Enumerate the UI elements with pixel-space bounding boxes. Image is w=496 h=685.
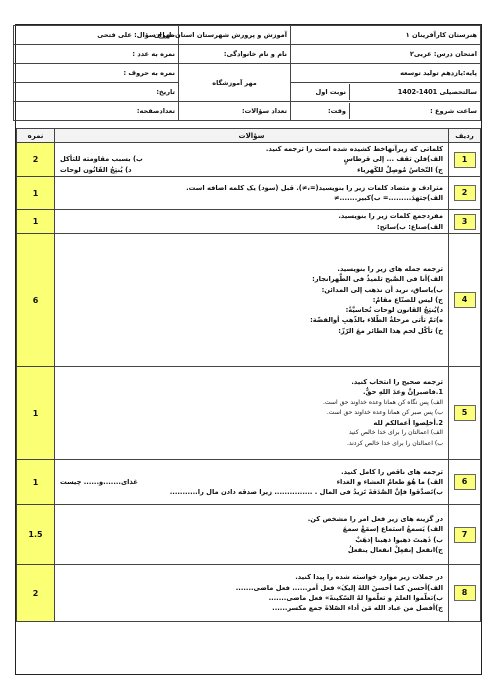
question-text <box>55 505 449 565</box>
question-line: 2.أخلِصوا أعمالکم لله <box>373 419 443 428</box>
questions-table <box>16 128 481 622</box>
question-line: 1.فاصبرإنَّ وعدَ اللهِ حقٌّ. <box>363 388 443 397</box>
question-options <box>60 165 443 175</box>
question-number: 6 <box>454 474 476 490</box>
question-row <box>17 234 481 367</box>
exam-sheet <box>15 24 482 675</box>
question-row <box>17 177 481 210</box>
question-options <box>60 154 443 164</box>
question-number: 2 <box>454 185 476 201</box>
question-text <box>55 367 449 460</box>
question-number: 1 <box>454 152 476 168</box>
question-line: ب) ذَهبتَ ذهبوا ذهبنا إذهَبْ <box>355 535 443 544</box>
question-row <box>17 505 481 565</box>
page-count-label: تعدادصفحه: <box>14 102 179 121</box>
designer-name: طراح سؤال: علی فتحی <box>14 26 179 45</box>
option-text: د) يُنتِجُ القَانُون لوحات <box>60 165 132 174</box>
questions-column-header: سؤالات <box>55 129 449 143</box>
question-score: 1.5 <box>17 505 55 565</box>
question-row <box>17 143 481 177</box>
option-text: الف) ما هُوَ طعامُ العشاء و الغداء <box>336 477 443 486</box>
student-name-label: نام و نام خانوادگی: <box>179 45 291 64</box>
school-year: سالتحصیلی 1401-1402 <box>397 88 477 96</box>
question-number: 7 <box>454 527 476 543</box>
question-number: 4 <box>454 292 476 308</box>
question-options <box>60 477 443 487</box>
question-line: ج)أفضل من عباد الله مَن أداء الصّلاةَ جمع مکسر...... <box>272 604 443 613</box>
start-time-label: ساعت شروع : <box>430 107 477 115</box>
question-instruction: ترجمه صحیح را انتخاب کنید. <box>351 377 443 386</box>
question-line: ج) لیس للصنّاع مقامُ: <box>372 295 443 304</box>
question-row <box>17 367 481 460</box>
question-instruction: در گزینه های زیر فعل امر را مشخص کن. <box>307 514 443 523</box>
option-text: ب) بسبب مقاومته للتأكل <box>60 155 143 164</box>
option-text: ج) التّخاسُ مُوصِلٌ للكَهرباء <box>357 165 443 174</box>
question-line: ب)تعلّموا العلمَ و تعلّموا لهُ السّکینةَ» فعل ماضی....... <box>268 594 443 602</box>
question-line: ب) اعمالتان را برای خدا خالص کردند. <box>346 439 443 447</box>
row-column-header: ردیف <box>449 129 481 143</box>
question-score: 1 <box>17 177 55 210</box>
question-line: ه)ثمّ تأتی مرحلةُ الطّلاء بالذّهبِ أوالفضّة: <box>310 316 443 325</box>
question-score: 1 <box>17 460 55 505</box>
question-score: 6 <box>17 234 55 367</box>
question-line: الف) اعمالتان را برای خدا خالص کنید <box>348 429 443 437</box>
score-number-label: نمره به عدد : <box>14 45 179 64</box>
question-line: ب)یاساق، نرید أن نذهب إلی المدائن: <box>321 285 443 294</box>
question-text <box>55 234 449 367</box>
question-row <box>17 460 481 505</box>
question-instruction: ترجمه جمله های زیر را بنویسید. <box>337 264 443 273</box>
question-text <box>55 210 449 234</box>
question-line: ب)تَصدَّقوا فإنَّ الصَّدَقةَ تَزیدُ فی المال . ............... زیرا صدقه دادن مال را........... <box>169 488 443 497</box>
question-instruction: کلماتی که زیرآنهاخط کشیده شده است را ترجمه کنید. <box>265 145 443 154</box>
question-instruction: مترادف و متضاد کلمات زیر را بنویسید(=،≠). قبل (سود) یک کلمه اضافه است. <box>186 183 443 192</box>
question-score: 1 <box>17 367 55 460</box>
department-name: آموزش و پرورش شهرستان استان تهران <box>179 26 291 45</box>
question-line: الف)صناع: ب)ساتح: <box>377 222 443 231</box>
score-column-header: نمره <box>17 129 55 143</box>
question-text <box>55 565 449 622</box>
question-number: 5 <box>454 405 476 421</box>
question-instruction: ترجمه های ناقص را کامل کنید. <box>341 467 443 476</box>
question-line: الف) یَسمعُ استماع إسمَعْ سمعَ <box>342 525 443 534</box>
question-line: ج)انفعل إنفعِلْ انفعال ینفعلُ <box>347 545 443 554</box>
question-line: الف) پس نگاه کن همانا وعده خداوند حق است. <box>322 398 443 406</box>
question-instruction: مفردجمع کلمات زیر را بنویسید. <box>338 212 443 221</box>
question-count-label: تعداد سؤالات: <box>179 102 291 121</box>
question-line: الف)أحسن کما أحسنَ اللهُ إلیکَ» فعل أمر...... فعل ماضی....... <box>235 583 443 592</box>
question-line: د)یُنتِجُ القانون لوحات نُحاسیَّةً: <box>345 306 443 315</box>
question-number: 8 <box>454 585 476 601</box>
question-line: الف)جتهدَ.........= ب)کبیر.......≠ <box>333 194 443 202</box>
question-line: خ) تأکّل لحم هذا الطائر معَ الرّزّ: <box>338 326 443 335</box>
question-number: 3 <box>454 214 476 230</box>
question-score: 2 <box>17 143 55 177</box>
question-row <box>17 210 481 234</box>
question-score: 2 <box>17 565 55 622</box>
question-line: ب) پس صبر کن همانا وعده خداوند حق است. <box>326 408 443 416</box>
option-text: غذای.......و...... چیست <box>60 477 138 486</box>
question-score: 1 <box>17 210 55 234</box>
question-text <box>55 460 449 505</box>
question-line: الف)أنا فی الصَّبح تلمیذٌ فی الطَّهرانجار: <box>312 275 443 284</box>
duration-label: وقت: <box>291 103 350 119</box>
score-words-label: نمره به حروف : <box>14 64 179 83</box>
date-label: تاریخ: <box>14 83 179 102</box>
grade-label: پایه:یازدهم تولید توسعه <box>291 64 481 83</box>
question-instruction: در جملات زیر موارد خواسته شده را پیدا کنید. <box>295 573 443 582</box>
exam-subject: امتحان درس: عربی۲ <box>291 45 481 64</box>
question-text <box>55 177 449 210</box>
exam-term: نوبت اول <box>291 84 350 100</box>
exam-header <box>13 25 481 121</box>
option-text: الف)فلن تقف ... إلی قرطاسٍ <box>343 155 443 164</box>
school-stamp: مهر آموزشگاه <box>179 64 291 102</box>
question-row <box>17 565 481 622</box>
question-text <box>55 143 449 177</box>
school-name: هنرستان کارآفرینان ۱ <box>291 26 481 45</box>
